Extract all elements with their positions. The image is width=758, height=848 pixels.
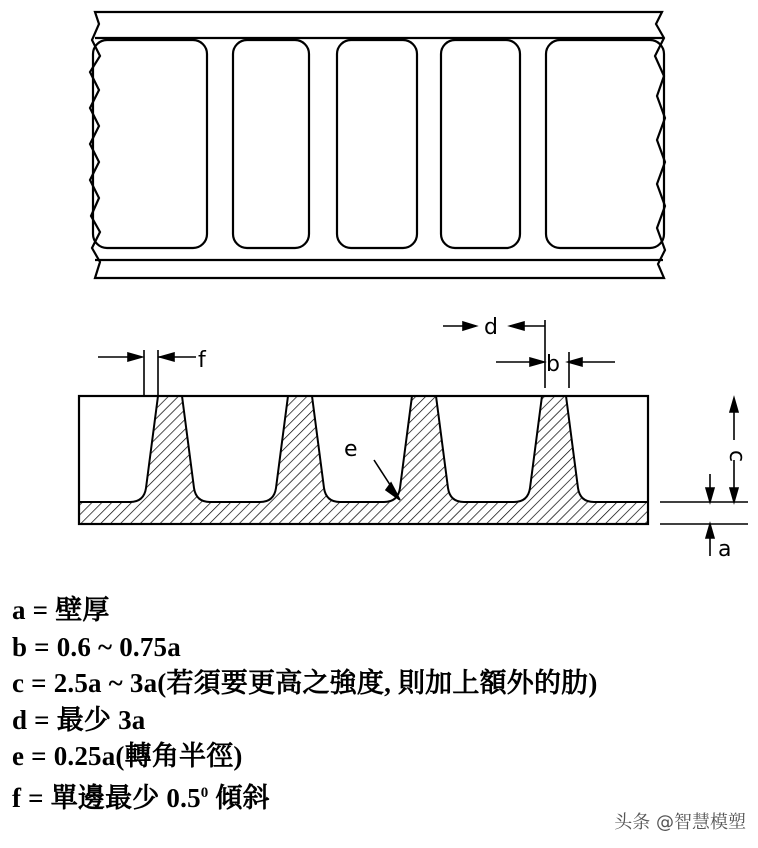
legend-key: f = (12, 782, 44, 813)
rib-cell (441, 40, 520, 248)
top-view (90, 12, 665, 278)
legend-key: d = (12, 704, 50, 735)
legend-text: 0.6 ~ 0.75a (56, 631, 181, 662)
legend-item-a (12, 592, 732, 629)
legend-key: e = (12, 741, 47, 771)
rib-cell (233, 40, 309, 248)
rib-cell (546, 40, 664, 248)
section-view (79, 396, 648, 524)
legend (12, 592, 732, 816)
legend-text: 單邊最少 0.5 (50, 782, 201, 813)
label-c: c (724, 450, 749, 463)
label-e: e (344, 437, 358, 462)
legend-key: c = (12, 668, 47, 698)
legend-text: 最少 3a (56, 704, 146, 735)
legend-key: b = (12, 631, 50, 662)
watermark: 头条 @智慧模塑 (614, 808, 746, 834)
label-d: d (484, 315, 498, 340)
legend-item-d (12, 702, 732, 739)
top-view-outline (90, 12, 665, 278)
legend-superscript: 0 (200, 784, 209, 801)
label-b: b (546, 352, 560, 377)
label-a: a (718, 537, 732, 562)
legend-text: 0.25a(轉角半徑) (53, 741, 243, 771)
legend-item-c (12, 665, 732, 702)
rib-cell (337, 40, 417, 248)
rib-cell (93, 40, 207, 248)
legend-item-b (12, 629, 732, 666)
legend-item-e (12, 738, 732, 775)
label-f: f (198, 348, 206, 373)
legend-text: 壁厚 (55, 595, 110, 625)
legend-text-after: 傾斜 (208, 782, 270, 813)
legend-key: a = (12, 595, 49, 625)
legend-text: 2.5a ~ 3a(若須要更高之強度, 則加上額外的肋) (53, 668, 598, 698)
section-hatch (79, 396, 648, 524)
